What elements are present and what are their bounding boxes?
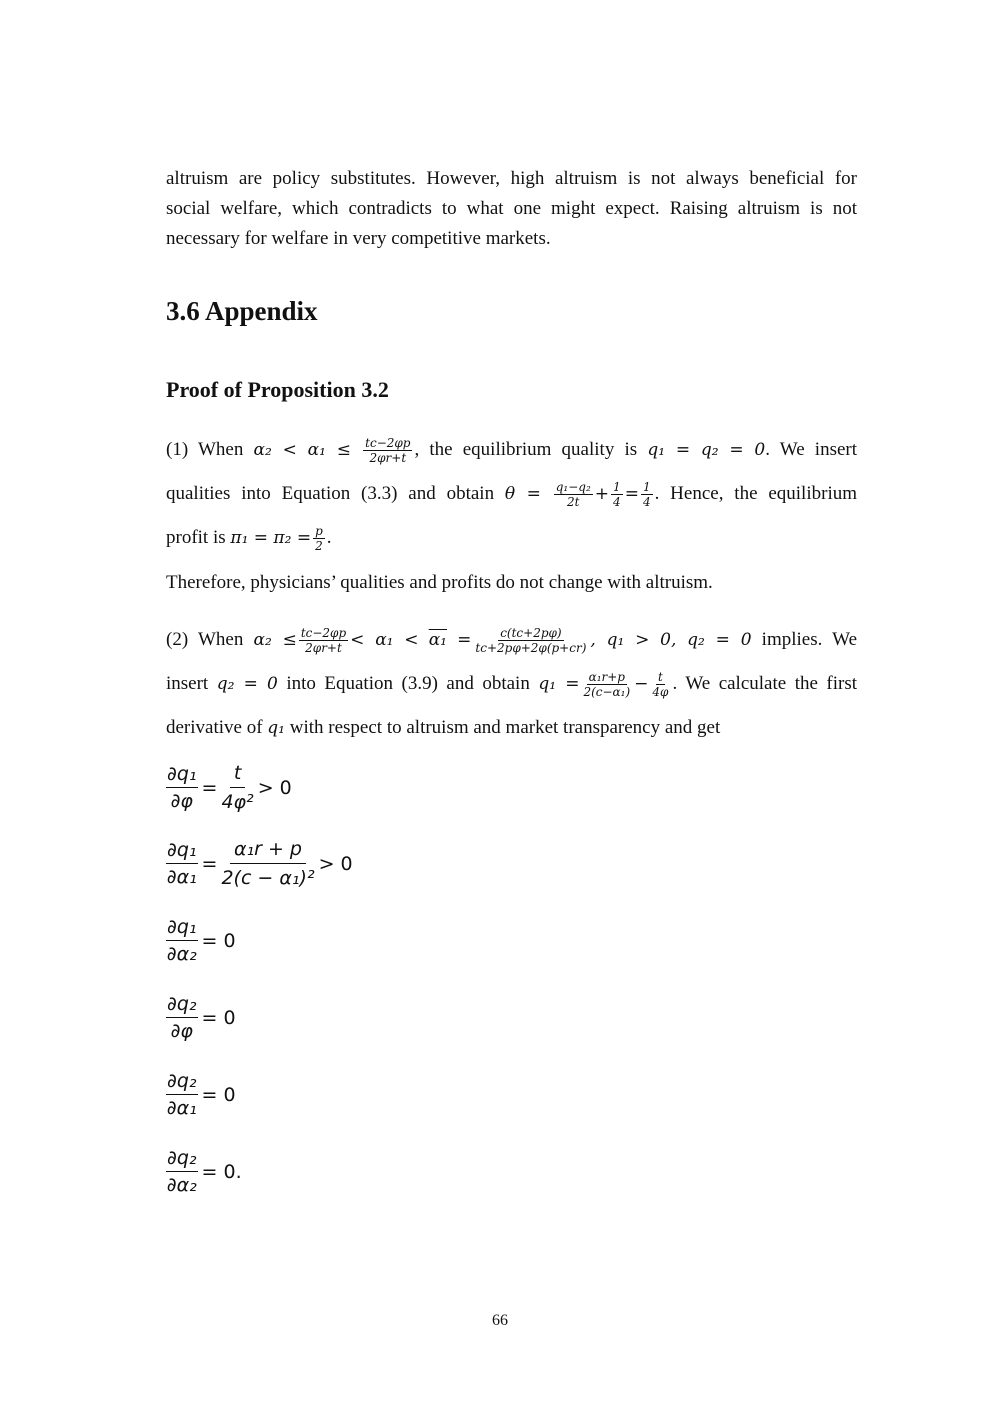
fraction-numerator: 1	[613, 480, 621, 495]
intro-line-2: social welfare, which contradicts to what one might expect. Raising altruism is not	[166, 198, 857, 219]
derivative-numerator: ∂q₂	[166, 1147, 198, 1172]
derivative-equation	[166, 838, 353, 889]
case1-line2-fraction-1	[554, 480, 593, 509]
plus-sign: +	[594, 484, 610, 504]
case2-text-b: implies. We	[761, 629, 858, 650]
fraction-numerator: 1	[642, 480, 651, 495]
case2-line2-text-c: . We calculate the first	[672, 673, 858, 694]
derivative-denominator: ∂α₂	[166, 943, 197, 965]
case1-line2-text-a: qualities into Equation (3.3) and obtain	[166, 483, 495, 504]
case2-line3-text-b: with respect to altruism and market transparency and get	[289, 717, 721, 738]
fraction-denominator: 2φr+t	[305, 641, 342, 656]
case2-line2-fraction-2	[650, 670, 670, 699]
case2-fraction-2	[473, 626, 588, 655]
equals-zero: = 0	[201, 1083, 236, 1106]
rhs-denominator: 2(c − α₁)²	[221, 867, 315, 889]
subsection-heading: Proof of Proposition 3.2	[166, 377, 389, 402]
case1-line3-text-b: .	[326, 527, 332, 548]
derivative-denominator: ∂φ	[170, 1020, 193, 1042]
equals-zero: = 0	[201, 929, 236, 952]
derivative-equation	[166, 1070, 236, 1119]
case1-line3-text-a: profit is	[166, 527, 226, 548]
case2-math-1: α₂ ≤	[253, 630, 297, 650]
rhs-numerator: t	[230, 762, 245, 788]
case2-overline-alpha: α₁	[428, 630, 447, 650]
rhs-numerator: α₁r + p	[230, 838, 306, 864]
section-heading: 3.6 Appendix	[166, 296, 318, 326]
fraction-denominator: 2(c−α₁)	[583, 685, 631, 700]
derivative-numerator: ∂q₂	[166, 1070, 198, 1095]
case2-line2-fraction-1	[581, 670, 632, 699]
fraction-denominator: 2t	[567, 495, 580, 510]
case1-line2-text-b: . Hence, the equilibrium	[654, 483, 857, 504]
case1-line-2	[166, 472, 857, 516]
case1-line-3	[166, 516, 857, 560]
therefore-line: Therefore, physicians’ qualities and profits do not change with altruism.	[166, 572, 713, 593]
derivative-lhs	[166, 993, 198, 1042]
case2-line3-text-a: derivative of	[166, 717, 263, 738]
case2-text-a: (2) When	[166, 629, 244, 650]
case2-line2-text-b: into Equation (3.9) and obtain	[286, 673, 530, 694]
rhs-denominator: 4φ²	[221, 791, 254, 813]
case1-math-2: q₁ = q₂ = 0	[647, 440, 766, 460]
derivative-numerator: ∂q₁	[166, 916, 198, 941]
case2-paragraph	[166, 618, 857, 742]
equals-sign: =	[624, 484, 639, 504]
case1-line3-fraction	[313, 524, 325, 553]
page-number: 66	[492, 1312, 508, 1329]
intro-paragraph	[166, 164, 857, 254]
case1-paragraph	[166, 428, 857, 560]
derivative-numerator: ∂q₁	[166, 839, 198, 864]
fraction-denominator: 4	[613, 495, 621, 510]
case2-line3-math: q₁	[267, 718, 285, 738]
inequality-tail: > 0	[257, 776, 292, 799]
derivative-numerator: ∂q₂	[166, 993, 198, 1018]
fraction-denominator: 2φr+t	[369, 451, 407, 466]
equals-zero: = 0.	[201, 1160, 242, 1183]
derivative-denominator: ∂α₂	[166, 1174, 197, 1196]
fraction-denominator: 4φ	[652, 685, 669, 700]
derivative-lhs	[166, 1147, 198, 1196]
derivative-lhs	[166, 1070, 198, 1119]
fraction-denominator: 4	[642, 495, 651, 510]
equals-sign: =	[457, 630, 472, 650]
case2-math-2: < α₁ <	[350, 630, 419, 650]
derivative-rhs	[221, 838, 314, 889]
case2-line-2	[166, 662, 857, 706]
case2-line2-math-1: q₂ = 0	[216, 674, 278, 694]
fraction-denominator: 2	[315, 539, 323, 554]
equals-sign: =	[201, 852, 218, 875]
derivative-lhs	[166, 763, 198, 812]
case2-line-3	[166, 706, 857, 742]
equals-zero: = 0	[201, 1006, 236, 1029]
case2-fraction-1	[299, 626, 348, 655]
derivative-equation	[166, 1147, 242, 1196]
case1-text-b: , the equilibrium quality is	[414, 439, 638, 460]
fraction-numerator: α₁r+p	[588, 670, 625, 685]
fraction-numerator: c(tc+2pφ)	[500, 626, 562, 641]
intro-line-1: altruism are policy substitutes. However, high altruism is not always beneficial for	[166, 168, 857, 189]
intro-line-3: necessary for welfare in very competitive markets.	[166, 228, 551, 249]
case2-line2-text-a: insert	[166, 673, 209, 694]
minus-sign: −	[634, 674, 649, 694]
fraction-denominator: tc+2pφ+2φ(p+cr)	[475, 641, 587, 656]
derivative-equation	[166, 993, 236, 1042]
case1-line3-math: π₁ = π₂ =	[230, 528, 312, 548]
case1-line2-fraction-3	[641, 480, 653, 509]
fraction-numerator: tc−2φp	[300, 626, 347, 641]
derivative-lhs	[166, 839, 198, 888]
fraction-numerator: t	[658, 670, 663, 685]
case2-line-1	[166, 618, 857, 662]
fraction-numerator: q₁−q₂	[555, 480, 591, 495]
derivative-denominator: ∂α₁	[166, 1097, 197, 1119]
fraction-numerator: tc−2φp	[365, 436, 411, 451]
derivative-equation	[166, 916, 236, 965]
case1-line2-math: θ =	[504, 484, 541, 504]
case1-text-a: (1) When	[166, 439, 244, 460]
equals-sign: =	[201, 776, 218, 799]
derivative-denominator: ∂φ	[170, 790, 193, 812]
case2-math-3: , q₁ > 0, q₂ = 0	[590, 630, 752, 650]
case2-line2-math-2: q₁ =	[538, 674, 580, 694]
therefore-paragraph	[166, 568, 857, 598]
case1-line2-fraction-2	[611, 480, 623, 509]
derivative-equation	[166, 762, 292, 813]
case1-math-1: α₂ < α₁ ≤	[253, 440, 351, 460]
derivative-denominator: ∂α₁	[166, 866, 197, 888]
derivative-lhs	[166, 916, 198, 965]
case1-text-c: . We insert	[765, 439, 858, 460]
derivative-numerator: ∂q₁	[166, 763, 198, 788]
fraction-numerator: p	[315, 524, 323, 539]
case1-line-1	[166, 428, 857, 472]
derivative-rhs	[221, 762, 253, 813]
case1-fraction-1	[363, 436, 412, 465]
inequality-tail: > 0	[318, 852, 353, 875]
